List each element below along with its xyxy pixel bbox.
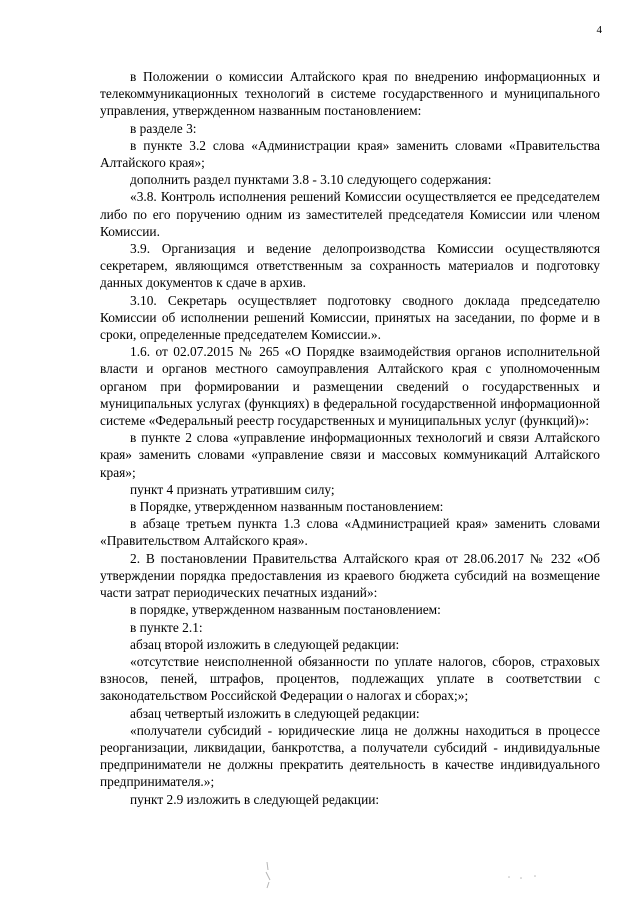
paragraph: 3.9. Организация и ведение делопроизводства Комиссии осуществляются секретарем, являющимся ответственным за сохранность материалов и подготовку данных документов к сдаче в архив. [100,241,600,291]
scan-artifact [505,872,545,882]
paragraph: в Положении о комиссии Алтайского края по внедрению информационных и телекоммуникационных технологий в системе государственного и муниципального управления, утвержденном названным постановлением: [100,69,600,119]
paragraph: 3.10. Секретарь осуществляет подготовку сводного доклада председателю Комиссии об исполнении решений Комиссии, принятых на заседании, по форме и в сроки, определенные председателем Комиссии.». [100,292,600,343]
paragraph: пункт 2.9 изложить в следующей редакции: [130,791,380,807]
paragraph: «получатели субсидий - юридические лица не должны находиться в процессе реорганизации, ликвидации, банкротства, а получатели субсидий - индивидуальные предприниматели не должны прекратить деятельность в качестве индивидуального предпринимателя.»; [100,722,600,790]
paragraph: в пункте 2 слова «управление информационных технологий и связи Алтайского края» заменить словами «управление связи и массовых коммуникаций Алтайского края»; [100,430,600,480]
paragraph: в пункте 3.2 слова «Администрации края» заменить словами «Правительства Алтайского края»; [100,137,600,171]
paragraph: в пункте 2.1: [130,619,203,635]
paragraph: «3.8. Контроль исполнения решений Комиссии осуществляется ее председателем либо по его поручению одним из заместителей председателя Комиссии или членом Комиссии. [100,189,600,239]
paragraph: абзац второй изложить в следующей редакции: [130,636,400,652]
paragraph: в Порядке, утвержденном названным постановлением: [130,499,444,515]
paragraph: дополнить раздел пунктами 3.8 - 3.10 следующего содержания: [130,172,492,188]
paragraph: 1.6. от 02.07.2015 № 265 «О Порядке взаимодействия органов исполнительной власти и органов местного самоуправления Алтайского края с уполномоченным органом при формировании и размещении сведений о государственных и муниципальных услугах (функциях) в федеральной государственной информационной системе «Федеральный реестр государственных и муниципальных услуг (функций)»: [100,344,600,429]
paragraph: в абзаце третьем пункта 1.3 слова «Администрацией края» заменить словами «Правительством Алтайского края». [100,516,600,549]
paragraph: 2. В постановлении Правительства Алтайского края от 28.06.2017 № 232 «Об утверждении порядка предоставления из краевого бюджета субсидий на возмещение части затрат периодических печатных изданий»: [100,550,600,601]
scan-artifact [262,860,276,890]
page-number: 4 [596,24,602,36]
paragraph: в порядке, утвержденном названным постановлением: [130,602,441,618]
paragraph: «отсутствие неисполненной обязанности по уплате налогов, сборов, страховых взносов, пеней, штрафов, процентов, подлежащих уплате в соответствии с законодательством Российской Федерации о налогах и сборах;»; [100,653,600,704]
paragraph: пункт 4 признать утратившим силу; [130,481,335,497]
paragraph: абзац четвертый изложить в следующей редакции: [130,705,420,721]
paragraph: в разделе 3: [130,120,197,136]
document-body [100,68,600,808]
